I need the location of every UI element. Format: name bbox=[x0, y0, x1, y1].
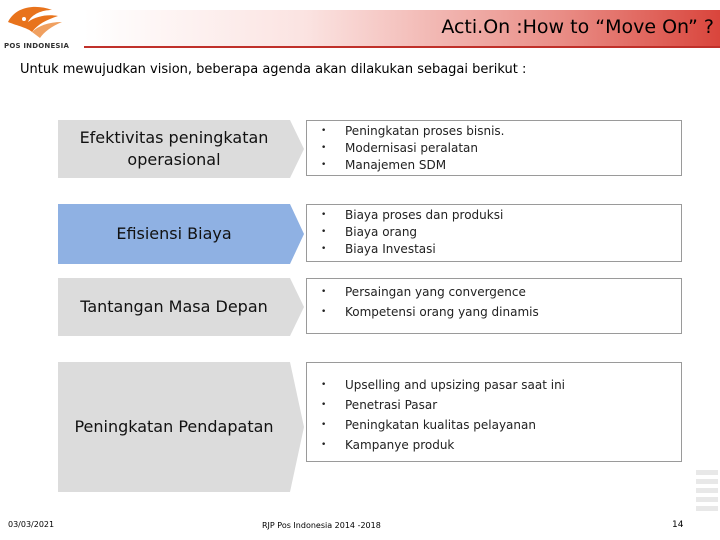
list-item: • Biaya orang bbox=[313, 224, 681, 241]
list-item: • Biaya proses dan produksi bbox=[313, 207, 681, 224]
list-item: • Persaingan yang convergence bbox=[313, 282, 681, 302]
list-item: • Penetrasi Pasar bbox=[313, 395, 681, 415]
list-item: • Kampanye produk bbox=[313, 435, 681, 455]
agenda-label: Efektivitas peningkatan operasional bbox=[79, 128, 269, 169]
list-item: • Kompetensi orang yang dinamis bbox=[313, 302, 681, 322]
subtitle: Untuk mewujudkan vision, beberapa agenda akan dilakukan sebagai berikut : bbox=[20, 62, 527, 77]
agenda-details-pendapatan bbox=[306, 362, 682, 462]
list-item: • Peningkatan kualitas pelayanan bbox=[313, 415, 681, 435]
agenda-arrow-tantangan bbox=[58, 278, 304, 336]
page-number: 14 bbox=[672, 520, 684, 530]
agenda-arrow-efektivitas bbox=[58, 120, 304, 178]
decorative-stripes bbox=[696, 470, 718, 515]
agenda-arrow-pendapatan bbox=[58, 362, 304, 492]
agenda-label: Tantangan Masa Depan bbox=[80, 297, 268, 316]
list-item: • Manajemen SDM bbox=[313, 157, 681, 174]
list-item: • Modernisasi peralatan bbox=[313, 140, 681, 157]
agenda-details-efektivitas bbox=[306, 120, 682, 176]
footer-date: 03/03/2021 bbox=[8, 520, 55, 529]
list-item: • Peningkatan proses bisnis. bbox=[313, 123, 681, 140]
pos-indonesia-logo bbox=[2, 2, 80, 54]
footer-text: RJP Pos Indonesia 2014 -2018 bbox=[262, 521, 381, 530]
agenda-label: Efisiensi Biaya bbox=[116, 224, 232, 243]
agenda-details-efisiensi bbox=[306, 204, 682, 262]
agenda-details-tantangan bbox=[306, 278, 682, 334]
agenda-arrow-efisiensi bbox=[58, 204, 304, 264]
agenda-label: Peningkatan Pendapatan bbox=[74, 417, 274, 436]
logo-text: POS INDONESIA bbox=[4, 42, 70, 50]
list-item: • Biaya Investasi bbox=[313, 241, 681, 258]
page-title: Acti.On :How to “Move On” ? bbox=[441, 16, 714, 38]
header-divider bbox=[84, 46, 720, 48]
list-item: • Upselling and upsizing pasar saat ini bbox=[313, 375, 681, 395]
